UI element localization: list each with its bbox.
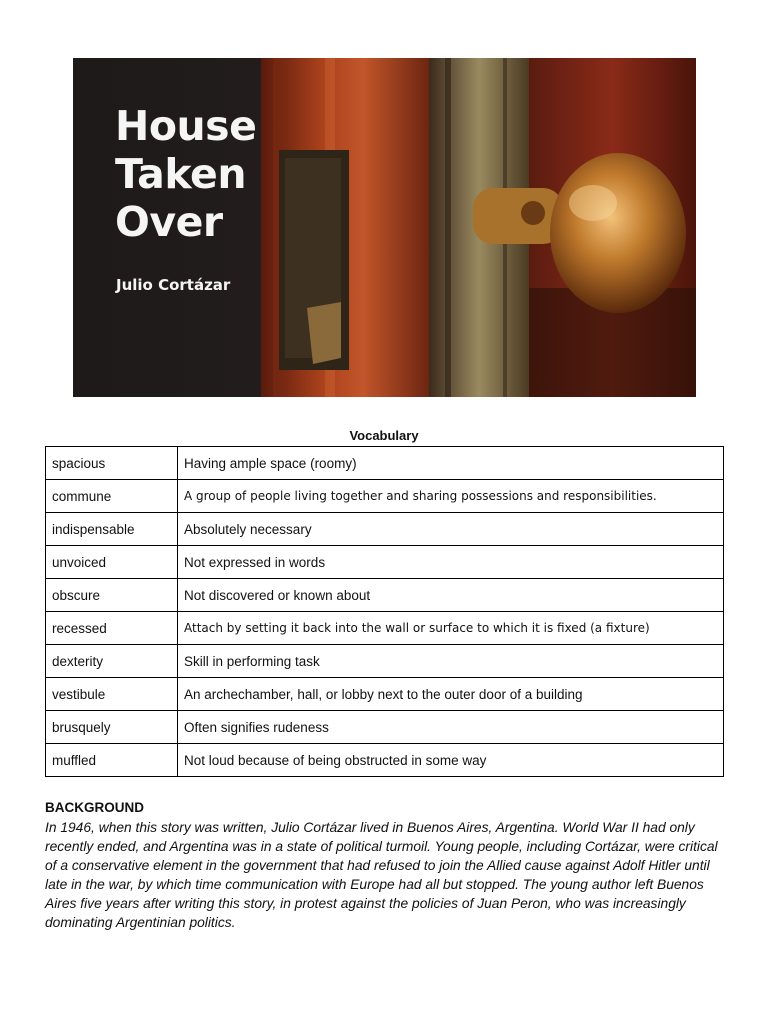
vocab-definition: Often signifies rudeness — [178, 711, 724, 744]
author-name: Julio Cortázar — [116, 276, 231, 294]
vocab-term: brusquely — [46, 711, 178, 744]
vocab-term: recessed — [46, 612, 178, 645]
vocab-definition: Not loud because of being obstructed in some way — [178, 744, 724, 777]
table-row — [46, 447, 724, 480]
table-row — [46, 612, 724, 645]
story-title-line-2: Taken — [115, 150, 247, 198]
vocab-term: spacious — [46, 447, 178, 480]
vocab-definition: Absolutely necessary — [178, 513, 724, 546]
table-row — [46, 645, 724, 678]
vocab-definition: Attach by setting it back into the wall or surface to which it is fixed (a fixture) — [178, 612, 724, 645]
vocab-term: indispensable — [46, 513, 178, 546]
story-title-line-3: Over — [115, 198, 223, 246]
vocab-definition: Not discovered or known about — [178, 579, 724, 612]
table-row — [46, 711, 724, 744]
table-row — [46, 678, 724, 711]
background-heading: BACKGROUND — [45, 800, 144, 815]
table-row — [46, 579, 724, 612]
cover-banner — [73, 58, 696, 397]
background-paragraph: In 1946, when this story was written, Julio Cortázar lived in Buenos Aires, Argentina. World War II had only recently ended, and Argentina was in a state of political turmoil. Young people, including Cortázar, were critical of a conservative element in the government that had refused to join the Allied cause against Adolf Hitler until late in the war, by which time communication with Europe had all but stopped. The young author left Buenos Aires five years after writing this story, in protest against the policies of Juan Peron, who was increasingly dominating Argentinian politics. — [45, 820, 718, 930]
vocab-term: dexterity — [46, 645, 178, 678]
vocabulary-heading: Vocabulary — [349, 428, 419, 443]
vocab-definition: Having ample space (roomy) — [178, 447, 724, 480]
vocab-term: vestibule — [46, 678, 178, 711]
vocab-term: unvoiced — [46, 546, 178, 579]
table-row — [46, 546, 724, 579]
vocab-definition: An archechamber, hall, or lobby next to the outer door of a building — [178, 678, 724, 711]
vocab-term: muffled — [46, 744, 178, 777]
vocab-definition: A group of people living together and sharing possessions and responsibilities. — [178, 480, 724, 513]
vocab-term: commune — [46, 480, 178, 513]
story-title — [115, 102, 315, 246]
table-row — [46, 480, 724, 513]
story-title-line-1: House — [115, 102, 257, 150]
vocabulary-table — [45, 446, 724, 777]
vocab-term: obscure — [46, 579, 178, 612]
table-row — [46, 744, 724, 777]
vocab-definition: Not expressed in words — [178, 546, 724, 579]
table-row — [46, 513, 724, 546]
vocab-definition: Skill in performing task — [178, 645, 724, 678]
